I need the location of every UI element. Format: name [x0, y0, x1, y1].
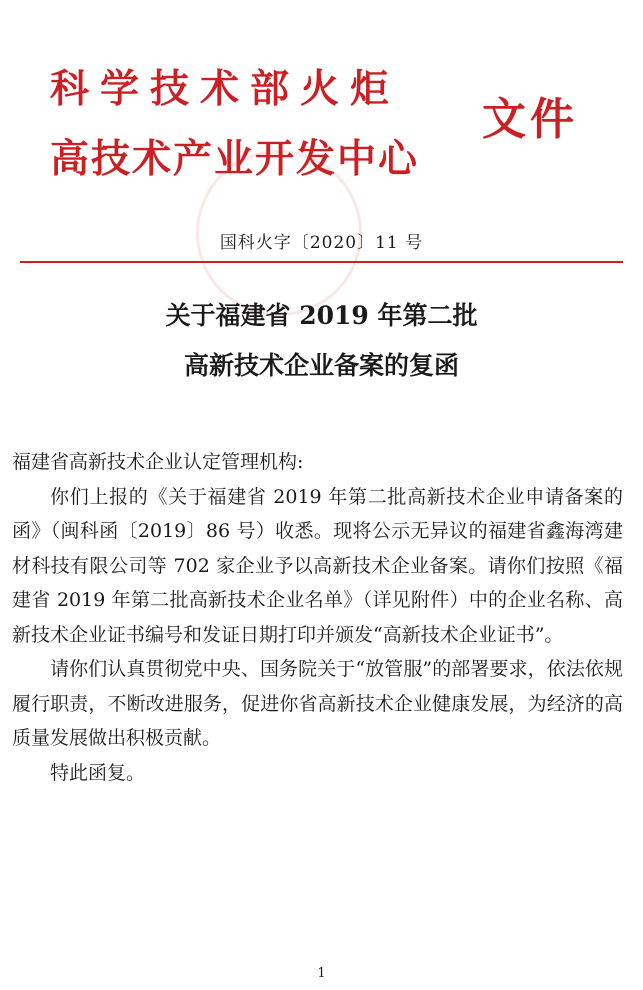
document-number: 国科火字〔2020〕11 号 — [219, 233, 424, 253]
closing-line: 特此函复。 — [50, 761, 146, 784]
letter-body — [12, 445, 623, 790]
issuer-name-line-1: 科学技术部火炬 — [50, 66, 401, 112]
body-paragraph-2: 请你们认真贯彻党中央、国务院关于“放管服”的部署要求，依法依规履行职责，不断改进服务，促进你省高新技术企业健康发展，为经济的高质量发展做出积极贡献。 — [12, 658, 623, 749]
header-divider — [20, 261, 623, 263]
body-paragraph-1: 你们上报的《关于福建省 2019 年第二批高新技术企业申请备案的函》（闽科函〔2019〕86 号）收悉。现将公示无异议的福建省鑫海湾建材科技有限公司等 702 家企业予以高新技术企业备案。请你们按照《福建省 2019 年第二批高新技术企业名单》（详见附件）中的企业名称、高新技术企业证书编号和发证日期打印并颁发“高新技术企业证书”。 — [12, 485, 623, 646]
document-title-line-2: 高新技术企业备案的复函 — [183, 351, 459, 380]
document-title-line-1: 关于福建省 2019 年第二批 — [165, 301, 478, 330]
issuer-name-line-2: 高技术产业开发中心 — [50, 136, 420, 182]
document-type-label: 文件 — [482, 94, 578, 145]
page-number: 1 — [317, 966, 326, 981]
salutation: 福建省高新技术企业认定管理机构: — [12, 451, 304, 473]
